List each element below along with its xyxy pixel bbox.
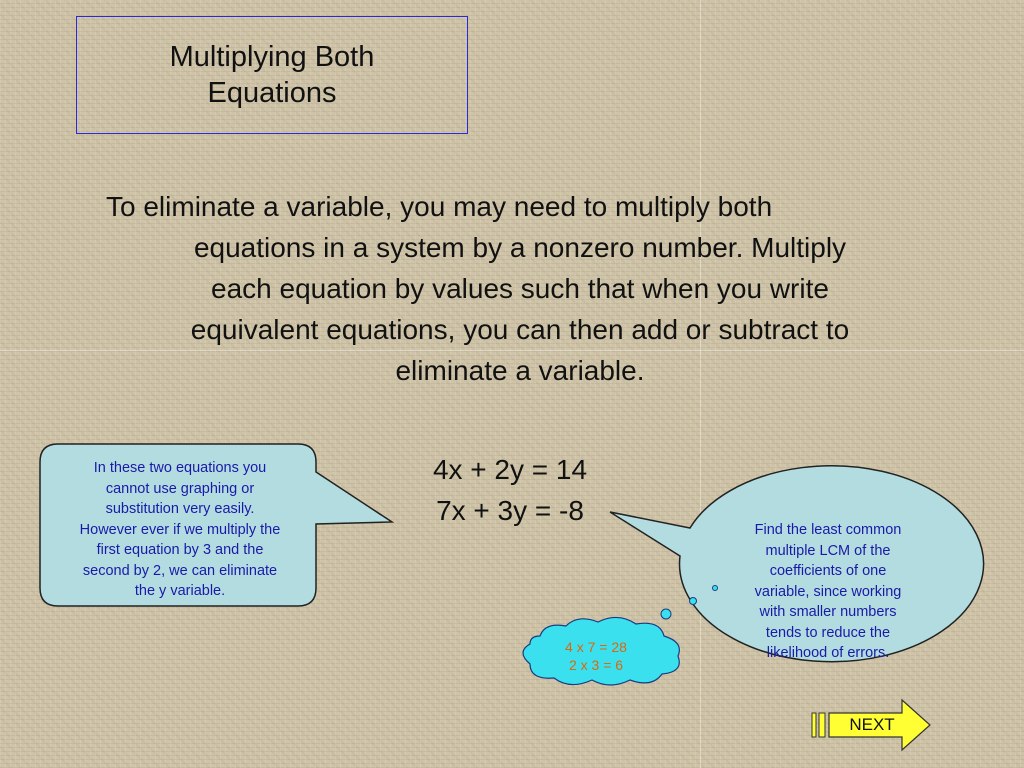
slide-title-line-2: Equations — [207, 77, 337, 109]
callout-left-line: substitution very easily. — [105, 501, 255, 517]
callout-left-line: the y variable. — [134, 583, 226, 599]
callout-right-line: coefficients of one — [769, 563, 887, 579]
callout-left-line: first equation by 3 and the — [96, 542, 264, 558]
thought-cloud-line: 4 x 7 = 28 — [565, 639, 627, 655]
callout-right-line: multiple LCM of the — [765, 542, 891, 559]
callout-left-text — [52, 458, 308, 602]
callout-left-line: However ever if we multiply the — [79, 521, 281, 538]
callout-right-line: variable, since working — [754, 583, 902, 600]
callout-left-line: cannot use graphing or — [105, 480, 255, 497]
callout-right-line: tends to reduce the — [765, 624, 891, 641]
slide-title-line-1: Multiplying Both — [169, 40, 375, 73]
thought-cloud-line: 2 x 3 = 6 — [568, 657, 624, 673]
callout-right-text — [730, 520, 926, 664]
next-arrow-bar-1 — [812, 713, 816, 737]
callout-left-line: In these two equations you — [93, 460, 267, 476]
thought-cloud-text — [540, 638, 652, 674]
equation-2: 7x + 3y = -8 — [436, 495, 584, 526]
callout-right-line: with smaller numbers — [759, 604, 897, 620]
callout-right-line: likelihood of errors. — [766, 645, 890, 661]
equation-1: 4x + 2y = 14 — [432, 454, 588, 485]
thought-dot-large — [661, 609, 671, 619]
thought-dot-medium — [690, 598, 697, 605]
body-line-1: To eliminate a variable, you may need to multiply both — [106, 191, 773, 222]
body-line-4: equivalent equations, you can then add or subtract to — [190, 314, 850, 345]
callout-right-line: Find the least common — [754, 522, 902, 538]
body-line-5: eliminate a variable. — [395, 355, 645, 386]
callout-left-line: second by 2, we can eliminate — [82, 562, 278, 579]
next-arrow-bar-2 — [819, 713, 825, 737]
thought-dot-small — [713, 586, 718, 591]
next-button[interactable]: NEXT — [849, 715, 895, 734]
body-line-3: each equation by values such that when you write — [211, 273, 829, 304]
body-line-2: equations in a system by a nonzero number. Multiply — [193, 232, 847, 263]
